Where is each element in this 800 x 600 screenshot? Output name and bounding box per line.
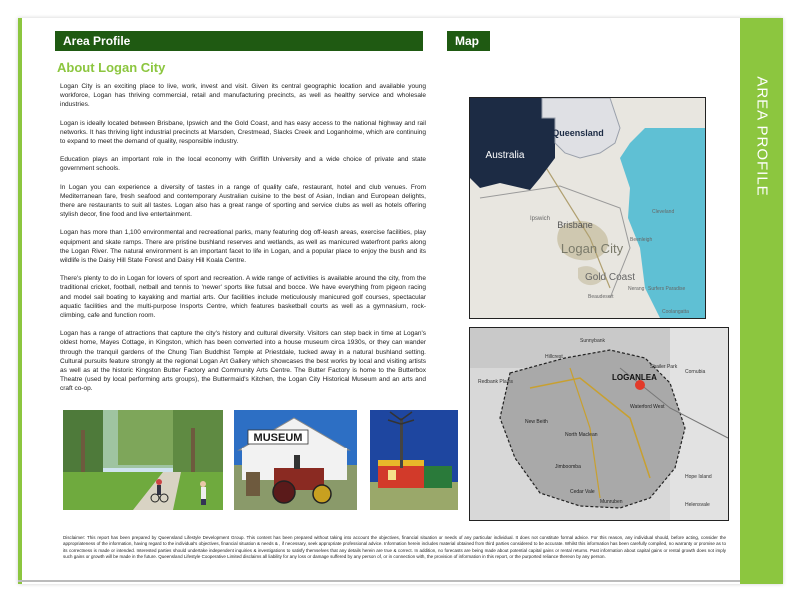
side-band [740, 18, 783, 584]
north-maclean-label: North Maclean [565, 432, 598, 438]
about-title: About Logan City [57, 60, 166, 75]
beenleigh-label: Beenleigh [630, 237, 653, 243]
regional-map [469, 97, 706, 319]
coolangatta-label: Coolangatta [662, 309, 689, 315]
side-band-label: AREA PROFILE [753, 76, 770, 197]
paragraph: Education plays an important role in the local economy with Griffith University and a wide choice of private and state government schools. [60, 156, 426, 173]
ipswich-label: Ipswich [529, 216, 551, 222]
body-text [60, 82, 426, 403]
hope-island-label: Hope Island [685, 474, 712, 480]
hillcrest-label: Hillcrest [545, 354, 563, 360]
left-accent-stripe [18, 18, 22, 584]
paragraph: Logan has a range of attractions that capture the city's history and cultural diversity. Visitors can step back in time at Logan's oldest home, Mayes Cottage, in Kingston, which has been converted into a house museum circa 1930s, or they can wander through the tranquil gardens of the Chung Tian Buddhist Temple at Priestdale, tucked away in a natural bushland setting. Cultural pursuits feature strongly at the regional Logan Art Gallery which showcases the best works by local and visiting artists as well as at the historic Kingston Butter Factory and Community Arts Centre. The Butter Factory is home to the Butterbox Theatre (used by local performing arts groups), the Buttermaid's Kitchen, the Logan City Historical Museum and an arts and craft co-op. [60, 330, 426, 393]
munruben-label: Munruben [600, 499, 623, 505]
jimboomba-label: Jimboomba [555, 464, 581, 470]
cornubia-label: Cornubia [685, 369, 706, 375]
paragraph: In Logan you can experience a diversity of tastes in a range of quality cafe, restaurant, hotel and club venues. From Mediterranean fare, fresh seafood and contemporary Australian cuisine to the best of Asian, Indian and European delights, there are restaurants to suit all tastes. Logan also has a great range of sporting and service clubs as well as hotels offering stylish decor, fine food and live entertainment. [60, 183, 426, 219]
area-profile-header: Area Profile [55, 31, 423, 51]
brisbane-label: Brisbane [557, 220, 593, 230]
sunnybank-label: Sunnybank [580, 338, 606, 344]
queensland-label: Queensland [552, 128, 604, 138]
beaudesert-label: Beaudesert [588, 294, 614, 300]
loganlea-label: LOGANLEA [612, 373, 657, 382]
park-photo [63, 410, 223, 510]
museum-photo [234, 410, 357, 510]
gold-coast-label: Gold Coast [584, 272, 636, 283]
shailer-park-label: Shailer Park [650, 364, 678, 370]
cleveland-label: Cleveland [652, 209, 675, 215]
map-header: Map [447, 31, 490, 51]
surfers-paradise-label: Surfers Paradise [648, 286, 686, 292]
cedar-vale-label: Cedar Vale [570, 489, 595, 495]
nerang-label: Nerang [628, 286, 645, 292]
redbank-plains-label: Redbank Plains [478, 379, 514, 385]
paragraph: Logan is ideally located between Brisbane, Ipswich and the Gold Coast, and has easy access to the national highway and rail networks. It has thriving light industrial precincts at Marsden, Crestmead, Slacks Creek and Loganholme, which are continuing to expand to meet the demand of quality, responsible industry. [60, 119, 426, 146]
disclaimer: Disclaimer: This report has been prepared by Queensland Lifestyle Development Group. This content has been prepared without taking into account the objectives, financial situation or needs of any particular individual. It does not constitute formal advice. For this reason, any individual should, before acting, consider the appropriateness of the information, having regard to the individual's objectives, financial situation & needs & , if necessary, seek appropriate professional advice. Information herein includes material obtained from third parties considered to be accurate. Whilst this information has been carefully compiled, no warranty or promise as to its correctness is made or intended. Interested parties should undertake independent inquiries & investigations to satisfy themselves that any details herein are true & correct. In addition, no forecasts are being made about potential capital gains or rental returns. Past information about capital gains or rental growth does not imply such gains or growth will be made in the future. Queensland Lifestyle Cooperative Limited disclaims all liability for any loss or damage suffered by any person of, or in connection with, the provision of information in this report, or the purported reliance thereon by any person. [63, 535, 726, 559]
footer-divider [18, 580, 740, 582]
helensvale-label: Helensvale [685, 502, 710, 508]
local-map [469, 327, 729, 521]
logan-city-label: Logan City [560, 241, 624, 256]
paragraph: There's plenty to do in Logan for lovers of sport and recreation. A wide range of activities is available around the city, from the traditional cricket, football, netball and tennis to 'newer' sports like futsal and bocce. We have everything from pigeon racing and model sail boating to kayaking and martial arts. Our facilities include meticulously manicured golf courses, spectacular aquatic facilities and the multi-purpose Insports Centre, which features basketball courts as well as a gymnasium, rock-climbing, cafe and function room. [60, 275, 426, 320]
waterford-west-label: Waterford West [630, 404, 665, 410]
museum-sign-text: MUSEUM [253, 432, 303, 444]
australia-label: Australia [485, 150, 525, 161]
art-gallery-photo [370, 410, 458, 510]
paragraph: Logan City is an exciting place to live, work, invest and visit. Given its central geographic location and available young workforce, Logan has thriving commercial, retail and manufacturing precincts, as well as healthy service and wholesale industries. [60, 83, 426, 109]
paragraph: Logan has more than 1,100 environmental and recreational parks, many featuring dog off-leash areas, exercise facilities, play equipment and skate ramps. There are pristine bushland reserves and wetlands, as well as manicured waterfront parks along the Logan River. The natural environment is an important facet to life in Logan, and a popular place to enjoy the bush and its wildlife is the Daisy Hill State Forest and Daisy Hill Koala Centre. [60, 229, 426, 265]
new-beith-label: New Beith [525, 419, 548, 425]
